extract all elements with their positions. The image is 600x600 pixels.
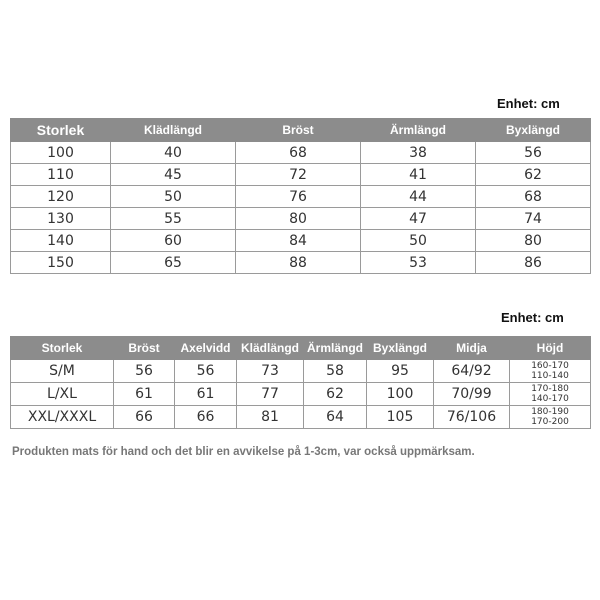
table-cell: 72 [236,164,361,186]
table-cell: 41 [361,164,476,186]
unit-label-2: Enhet: cm [501,310,564,325]
table-cell: 84 [236,230,361,252]
table-cell: 81 [237,406,304,429]
header-cell: Ärmlängd [304,337,367,360]
table-header-row [11,119,591,142]
table-cell: 56 [114,360,175,383]
table-cell: 74 [476,208,591,230]
header-cell: Bröst [236,119,361,142]
table-cell: 66 [114,406,175,429]
table-cell: 58 [304,360,367,383]
height-range: 180-190 [531,407,569,417]
header-cell: Bröst [114,337,175,360]
table-cell: 77 [237,383,304,406]
table-cell: 80 [476,230,591,252]
header-cell: Klädlängd [111,119,236,142]
table-cell: 64/92 [434,360,510,383]
table-cell: 130 [11,208,111,230]
table-cell: 47 [361,208,476,230]
header-cell: Axelvidd [175,337,237,360]
header-cell: Höjd [510,337,591,360]
header-cell: Midja [434,337,510,360]
table-row [11,383,591,406]
table-cell: 105 [367,406,434,429]
table-cell: 140 [11,230,111,252]
table-cell: 62 [476,164,591,186]
table-cell: 50 [361,230,476,252]
table-cell: 64 [304,406,367,429]
table-cell: 76/106 [434,406,510,429]
table-cell: 150 [11,252,111,274]
table-cell: 120 [11,186,111,208]
table-cell: 80 [236,208,361,230]
table-cell: 95 [367,360,434,383]
height-range: 140-170 [531,394,569,404]
table-row [11,142,591,164]
table-cell: 56 [476,142,591,164]
table-cell: 62 [304,383,367,406]
table-cell: 100 [367,383,434,406]
table-cell: 61 [175,383,237,406]
table-row [11,164,591,186]
table-row [11,360,591,383]
table-row [11,406,591,429]
table-row [11,208,591,230]
header-cell: Storlek [11,119,111,142]
table-cell: 56 [175,360,237,383]
table-cell: 44 [361,186,476,208]
table-cell: 68 [236,142,361,164]
table-cell: 50 [111,186,236,208]
height-cell [510,406,591,429]
table-cell: 53 [361,252,476,274]
table-cell: 88 [236,252,361,274]
height-cell [510,383,591,406]
table-header-row [11,337,591,360]
header-cell: Storlek [11,337,114,360]
header-cell: Byxlängd [367,337,434,360]
table-cell: 40 [111,142,236,164]
table-cell: L/XL [11,383,114,406]
table-row [11,186,591,208]
table-cell: 76 [236,186,361,208]
size-table-children [10,118,591,274]
table-cell: XXL/XXXL [11,406,114,429]
unit-label-1: Enhet: cm [497,96,560,111]
table-cell: 65 [111,252,236,274]
height-range: 170-180 [531,384,569,394]
height-range: 110-140 [531,371,569,381]
table-cell: 110 [11,164,111,186]
table-cell: 73 [237,360,304,383]
measurement-note: Produkten mats för hand och det blir en avvikelse på 1-3cm, var också uppmärksam. [12,446,475,458]
height-range: 170-200 [531,417,569,427]
table-cell: 68 [476,186,591,208]
table-cell: S/M [11,360,114,383]
header-cell: Ärmlängd [361,119,476,142]
table-row [11,252,591,274]
table-cell: 45 [111,164,236,186]
table-cell: 38 [361,142,476,164]
header-cell: Byxlängd [476,119,591,142]
table-cell: 86 [476,252,591,274]
height-cell [510,360,591,383]
header-cell: Klädlängd [237,337,304,360]
table-cell: 55 [111,208,236,230]
table-cell: 60 [111,230,236,252]
table-cell: 66 [175,406,237,429]
table-cell: 70/99 [434,383,510,406]
table-row [11,230,591,252]
table-cell: 61 [114,383,175,406]
height-range: 160-170 [531,361,569,371]
table-cell: 100 [11,142,111,164]
size-table-adults [10,336,591,429]
